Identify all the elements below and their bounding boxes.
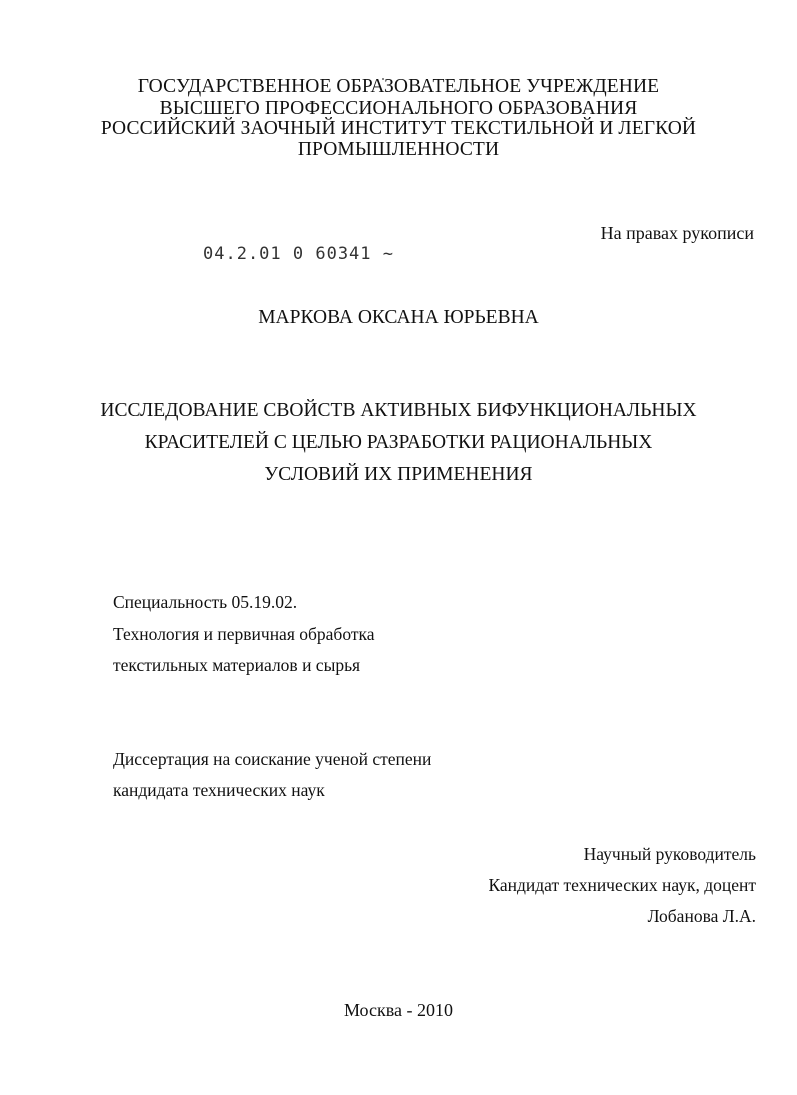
specialty-name-line-1: Технология и первичная обработка	[113, 624, 375, 644]
specialty-code: Специальность 05.19.02.	[113, 592, 298, 612]
catalog-number-stamp: 04.2.01 0 60341 ~	[203, 244, 394, 264]
city-year: Москва - 2010	[344, 1000, 453, 1020]
institution-line-3: РОССИЙСКИЙ ЗАОЧНЫЙ ИНСТИТУТ ТЕКСТИЛЬНОЙ И ЛЕГКОЙ	[100, 118, 697, 139]
institution-line-4: ПРОМЫШЛЕННОСТИ	[297, 139, 500, 160]
title-line-3: УСЛОВИЙ ИХ ПРИМЕНЕНИЯ	[264, 464, 533, 485]
title-line-1: ИССЛЕДОВАНИЕ СВОЙСТВ АКТИВНЫХ БИФУНКЦИОНАЛЬНЫХ	[100, 400, 697, 421]
specialty-name-line-2: текстильных материалов и сырья	[113, 655, 361, 675]
dissertation-line-2: кандидата технических наук	[113, 780, 325, 800]
supervisor-name: Лобанова Л.А.	[647, 906, 756, 926]
institution-line-1: ГОСУДАРСТВЕННОЕ ОБРАЗОВАТЕЛЬНОЕ УЧРЕЖДЕНИЕ	[137, 76, 660, 97]
supervisor-role: Научный руководитель	[583, 844, 756, 864]
title-line-2: КРАСИТЕЛЕЙ С ЦЕЛЬЮ РАЗРАБОТКИ РАЦИОНАЛЬНЫХ	[144, 432, 653, 453]
dissertation-line-1: Диссертация на соискание ученой степени	[113, 749, 432, 769]
author-name: МАРКОВА ОКСАНА ЮРЬЕВНА	[258, 307, 539, 328]
supervisor-degree: Кандидат технических наук, доцент	[488, 875, 756, 895]
manuscript-rights-note: На правах рукописи	[600, 223, 754, 243]
institution-line-2: ВЫСШЕГО ПРОФЕССИОНАЛЬНОГО ОБРАЗОВАНИЯ	[159, 98, 638, 119]
